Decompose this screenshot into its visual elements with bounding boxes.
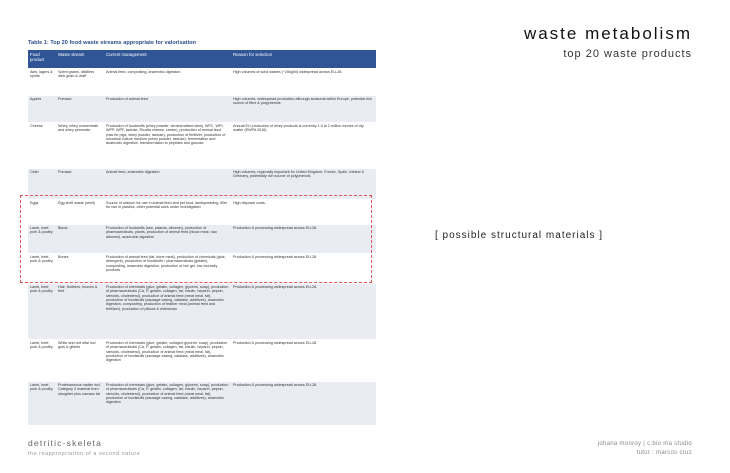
cell-reason: Annual EU production of whey products is currently 1.5 to 2 million tonnes of dry matter (EWPA 2016) [231, 122, 376, 168]
cell-management: Production of chemicals (glue, gelatin, collagen, glycerin, soap), production of pharmaceuticals (Ca, P, gelatin, collagen, fat, insulin, heparin, pepsin, steroids, cholesterol), production of animal feed (meat meal, fat), production of foodstuffs (sausage casing, catalase, additives), anaerobic digestion, composting, production of feather meal (animal feed and fertilizer), production of pillows & eiderdown [104, 283, 231, 339]
column-header: Current management [104, 50, 231, 68]
table-row [28, 381, 376, 425]
cell-product: Lamb, beef, pork & poultry [28, 283, 56, 339]
cell-stream: Whey, whey concentrate and whey permeate [56, 122, 104, 168]
cell-product: Lamb, beef, pork & poultry [28, 339, 56, 381]
page-title: waste metabolism [523, 24, 692, 43]
cell-management: Production of foodstuffs (whey powder, demineralised whey, WPC, WPI, WPP, WPF, lactose, Ricotta cheese, cream), production of animal feed (raw for pigs, whey powder, lactose), production of fertilizer, production of microbial culture medium (whey powder, lactose), fermentation and anaerobic digestion, transformation to peptides and glucose [104, 122, 231, 168]
cell-reason: Production & processing widespread across EU-28. [231, 224, 376, 253]
cell-management: Source of calcium for use in animal feed and pet food, landspreading, filler for use in plastics, other potential uses under investigation [104, 199, 231, 224]
page-subtitle: top 20 waste products [563, 48, 692, 60]
cell-management: Production of chemicals (glue, gelatin, collagen,glycerin, soap), production of pharmaceuticals (Ca, P, gelatin, collagen, fat, insulin, heparin, pepsin, steroids, cholesterol), production of animal feed (meat meal, fat), production of foodstuffs (sausage casing, catalase, additives), anaerobic digestion [104, 339, 231, 381]
project-brand: detritic-skeleta [28, 438, 102, 448]
column-header: Waste stream [56, 50, 104, 68]
cell-reason: Production & processing widespread across EU-28. [231, 339, 376, 381]
cell-stream: Pomace [56, 168, 104, 199]
cell-reason: Production & processing widespread across EU-28. [231, 253, 376, 283]
tutor-credit: tutor : marcos cruz [636, 450, 692, 456]
cell-reason: High volumes, widespread production although seasonal within Europe, potential rich source of fibre & polyphenols [231, 95, 376, 122]
cell-product: Lamb, beef, pork & poultry [28, 253, 56, 283]
cell-stream: Blood [56, 224, 104, 253]
cell-management: Production of animal feed (fat, bone meal), production of chemicals (glue, detergent), production of foodstuffs / pharmaceuticals (gelatin), composting, anaerobic digestion, production of low gel, low viscosity products [104, 253, 231, 283]
cell-management: Production of chemicals (glue, gelatin, collagen, glycerin, soap), production of pharmaceuticals (Ca, P, gelatin, collagen, fat, insulin, heparin, pepsin, steroids, cholesterol), production of animal feed (meat meal, fat), production of foodstuffs (sausage casing, catalase, additives), anaerobic digestion [104, 381, 231, 425]
cell-product: Apples [28, 95, 56, 122]
cell-stream: Hair, feathers, hooves & feet [56, 283, 104, 339]
table-row [28, 122, 376, 168]
cell-product: Cheese [28, 122, 56, 168]
structural-materials-highlight [20, 195, 372, 283]
cell-management: Production of animal feed [104, 95, 231, 122]
column-header: Food product [28, 50, 56, 68]
cell-product: Eggs [28, 199, 56, 224]
cell-management: Animal feed, anaerobic digestion [104, 168, 231, 199]
table-row [28, 283, 376, 339]
cell-product: Lamb, beef, pork & poultry [28, 224, 56, 253]
cell-stream: Egg shell waste (shell) [56, 199, 104, 224]
table-title: Table 1: Top 20 food waste streams appropriate for valorisation [28, 40, 196, 46]
project-tagline: the reappropriation of a second nature [28, 451, 141, 457]
cell-stream: Pomace [56, 95, 104, 122]
cell-product: Cider [28, 168, 56, 199]
column-header: Reason for selection [231, 50, 376, 68]
cell-reason: Production & processing widespread across EU-28. [231, 283, 376, 339]
table-header-row [28, 50, 376, 68]
cell-product: Ales, lagers & spirits [28, 68, 56, 95]
table-row [28, 68, 376, 95]
cell-management: Animal feed, composting, anaerobic digestion [104, 68, 231, 95]
cell-stream: Bones [56, 253, 104, 283]
cell-stream: Proteinaceous matter incl. Category 3 material from slaughter plus carcass fat [56, 381, 104, 425]
cell-stream: Spent grains, distillers dark grain & draff [56, 68, 104, 95]
cell-reason: High volumes of solid wastes (~20kg/hl) widespread across EU-28. [231, 68, 376, 95]
table-row [28, 95, 376, 122]
cell-reason: High volumes, regionally important for United Kingdom, France, Spain, Ireland & Germany, potentially rich source of polyphenols [231, 168, 376, 199]
cell-reason: High disposal costs. [231, 199, 376, 224]
table-row [28, 339, 376, 381]
structural-materials-label: [ possible structural materials ] [435, 230, 604, 241]
cell-management: Production of foodstuffs (raw, plasma, albumin), production of pharmaceuticals, plants, production of animal feed (blood meal, raw, albumin), anaerobic digestion [104, 224, 231, 253]
cell-reason: Production & processing widespread across EU-28. [231, 381, 376, 425]
author-credit: johana monroy | c:bio ma studio [597, 441, 692, 447]
cell-stream: White and red offal incl guts & giblets [56, 339, 104, 381]
cell-product: Lamb, beef, pork & poultry [28, 381, 56, 425]
